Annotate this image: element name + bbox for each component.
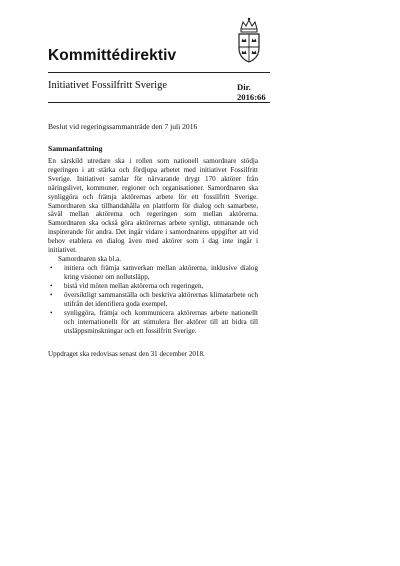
list-item: • initiera och främja samverkan mellan aktörerna, inklusive dialog kring visioner om nollutsläpp, [50, 264, 258, 282]
summary-body [48, 157, 258, 336]
dir-label: Dir. [237, 82, 251, 92]
decision-line: Beslut vid regeringssammanträde den 7 juli 2016 [48, 122, 198, 131]
task-list [48, 264, 258, 335]
summary-paragraph: En särskild utredare ska i rollen som nationell samordnare stödja regeringen i att stärka och fördjupa arbetet med initiativet Fossilfritt Sverige. Initiativet samlar för närvarande drygt 170 aktörer från näringslivet, kommuner, regioner och organisationer. Samordnaren ska synliggöra och främja aktörernas arbete för ett fossilfritt Sverige. Samordnaren ska tillhandahålla en plattform för dialog och samarbete, såväl mellan aktörerna och regeringen som mellan aktörerna. Samordnaren ska också göra aktörernas arbete synligt, utmanande och inspirerande för andra. Det ingår vidare i samordnarens uppgifter att vid behov etablera en dialog även med aktörer som i dag inte ingår i initiativet. [48, 157, 258, 255]
document-type-title: Kommittédirektiv [48, 47, 177, 64]
bullet-icon: • [50, 308, 53, 317]
deadline-statement: Uppdraget ska redovisas senast den 31 december 2018. [48, 350, 205, 358]
section-title-summary: Sammanfattning [48, 144, 103, 153]
list-item: • synliggöra, främja och kommunicera aktörernas arbete nationellt och internationellt för att stimulera fler aktörer till att bidra till utsläppsminskningar och ett fossilfritt Sverige. [50, 308, 258, 335]
directive-number [237, 83, 266, 102]
bullet-icon: • [50, 291, 53, 300]
list-intro: Samordnaren ska bl.a. [58, 255, 122, 264]
list-item: • översiktligt sammanställa och beskriva aktörernas klimatarbete och utifrån det identifiera goda exempel, [50, 291, 258, 308]
bullet-icon: • [50, 282, 53, 291]
header-rule-top [48, 72, 270, 73]
coat-of-arms-icon [232, 16, 266, 66]
header-rule-bottom [48, 102, 270, 103]
dir-number: 2016:66 [237, 91, 266, 102]
list-item: • bistå vid möten mellan aktörerna och regeringen, [50, 282, 204, 291]
bullet-icon: • [50, 264, 53, 273]
directive-subject: Initiativet Fossilfritt Sverige [48, 80, 167, 91]
